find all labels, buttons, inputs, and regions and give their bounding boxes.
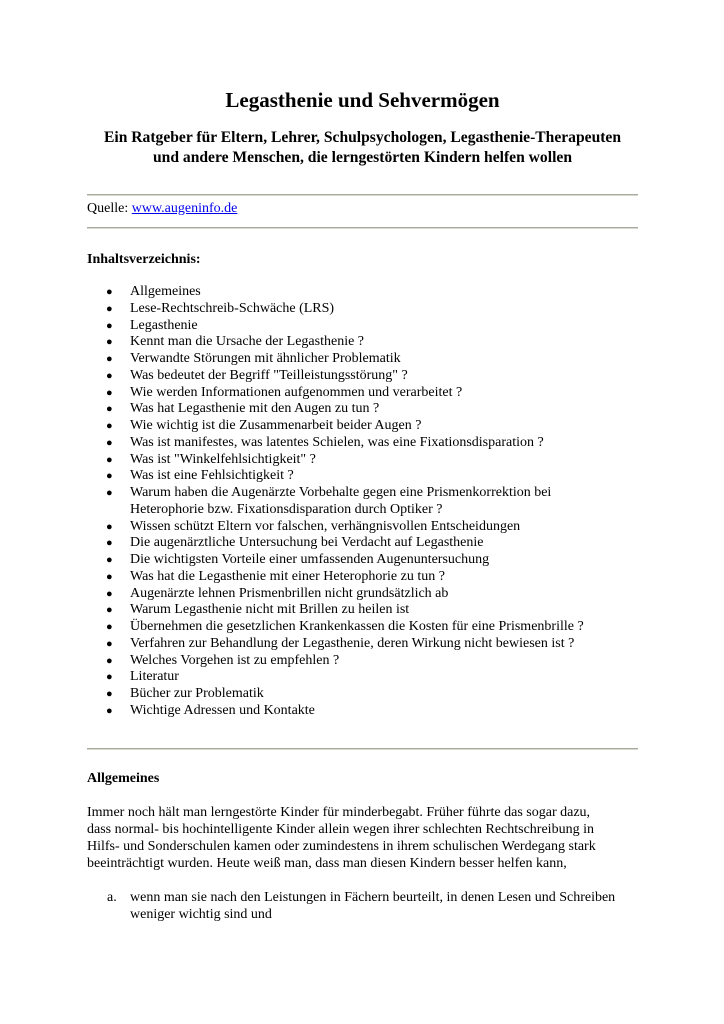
paragraph-line: dass normal- bis hochintelligente Kinder allein wegen ihrer schlechten Rechtschreibung in: [87, 822, 594, 837]
toc-item-label: Was hat Legasthenie mit den Augen zu tun ?: [130, 401, 380, 417]
bullet-icon: ●: [106, 520, 113, 533]
bullet-icon: ●: [106, 369, 113, 382]
bullet-icon: ●: [106, 554, 113, 566]
toc-item[interactable]: [87, 619, 638, 636]
toc-heading: Inhaltsverzeichnis:: [87, 252, 201, 267]
bullet-icon: ●: [106, 436, 113, 449]
bullet-icon: ●: [106, 319, 113, 332]
bullet-icon: ●: [106, 403, 113, 416]
toc-item-label: Verwandte Störungen mit ähnlicher Problematik: [130, 351, 401, 366]
toc-item[interactable]: [87, 301, 638, 318]
toc-item-label: Was ist eine Fehlsichtigkeit ?: [130, 468, 294, 484]
toc-item-label: Allgemeines: [130, 284, 201, 299]
toc-item[interactable]: [87, 284, 638, 301]
toc-item-label: Übernehmen die gesetzlichen Krankenkassen die Kosten für eine Prismenbrille ?: [130, 619, 584, 634]
source-label: Quelle:: [87, 201, 129, 216]
toc-item[interactable]: [87, 318, 638, 335]
toc-item-label: Was ist manifestes, was latentes Schielen, was eine Fixationsdisparation ?: [130, 434, 544, 450]
toc-item[interactable]: [87, 368, 638, 385]
bullet-icon: ●: [106, 688, 113, 700]
toc-item[interactable]: [87, 552, 638, 569]
toc-item[interactable]: [87, 535, 638, 552]
toc-item-label: Was hat die Legasthenie mit einer Heterophorie zu tun ?: [130, 568, 445, 584]
toc-item-label: Was ist "Winkelfehlsichtigkeit" ?: [130, 451, 316, 467]
toc-item-label: Lese-Rechtschreib-Schwäche (LRS): [130, 300, 335, 316]
section-heading: Allgemeines: [87, 771, 160, 786]
toc-list: [87, 284, 638, 720]
bullet-icon: ●: [106, 353, 113, 365]
subtitle-line-1: Ein Ratgeber für Eltern, Lehrer, Schulpsychologen, Legasthenie-Therapeuten: [103, 129, 622, 146]
toc-item[interactable]: [87, 452, 638, 469]
toc-item-label: Wichtige Adressen und Kontakte: [130, 702, 315, 718]
toc-item-label: Augenärzte lehnen Prismenbrillen nicht grundsätzlich ab: [130, 585, 449, 601]
paragraph-line: Hilfs- und Sonderschulen kamen oder zumindestens in ihrem schulischen Werdegang stark: [87, 839, 596, 854]
bullet-icon: ●: [106, 587, 113, 600]
toc-item[interactable]: [87, 602, 638, 619]
toc-item-label: Literatur: [130, 669, 179, 685]
bullet-icon: ●: [106, 286, 113, 298]
toc-item-label: Bücher zur Problematik: [130, 686, 264, 701]
subtitle-line-2: und andere Menschen, die lerngestörten Kindern helfen wollen: [152, 149, 572, 166]
bullet-icon: ●: [106, 621, 113, 633]
bullet-icon: ●: [106, 470, 113, 483]
toc-item[interactable]: [87, 385, 638, 402]
bullet-icon: ●: [106, 487, 113, 499]
source-line: [87, 200, 237, 218]
paragraph-line: beeinträchtigt wurden. Heute weiß man, dass man diesen Kindern besser helfen kann,: [87, 856, 567, 871]
document-title: Legasthenie und Sehvermögen: [225, 88, 500, 112]
toc-item-label: Welches Vorgehen ist zu empfehlen ?: [130, 652, 340, 668]
section-paragraph: [87, 804, 638, 872]
horizontal-rule-top: [87, 194, 638, 196]
bullet-icon: ●: [106, 453, 113, 466]
toc-item[interactable]: [87, 703, 638, 720]
toc-item[interactable]: [87, 418, 638, 435]
bullet-icon: ●: [106, 654, 113, 667]
toc-item[interactable]: [87, 435, 638, 452]
alpha-list-item: [87, 889, 638, 923]
toc-item[interactable]: [87, 351, 638, 368]
toc-item[interactable]: [87, 636, 638, 653]
bullet-icon: ●: [106, 570, 113, 583]
toc-item[interactable]: [87, 519, 638, 536]
list-marker: a.: [107, 890, 117, 905]
bullet-icon: ●: [106, 704, 113, 717]
toc-item-label: Wissen schützt Eltern vor falschen, verhängnisvollen Entscheidungen: [130, 518, 521, 534]
bullet-icon: ●: [106, 671, 113, 684]
toc-item-label: Heterophorie bzw. Fixationsdisparation durch Optiker ?: [130, 501, 443, 517]
toc-item[interactable]: [87, 669, 638, 686]
toc-item[interactable]: [87, 401, 638, 418]
toc-item-label: Verfahren zur Behandlung der Legasthenie, deren Wirkung nicht bewiesen ist ?: [130, 635, 575, 651]
toc-item[interactable]: [87, 686, 638, 703]
bullet-icon: ●: [106, 420, 113, 432]
toc-item-continuation[interactable]: [87, 502, 638, 519]
source-link[interactable]: www.augeninfo.de: [131, 201, 238, 216]
toc-item-label: Die wichtigsten Vorteile einer umfassenden Augenuntersuchung: [130, 552, 490, 567]
bullet-icon: ●: [106, 537, 113, 550]
list-item-line: weniger wichtig sind und: [130, 907, 272, 922]
bullet-icon: ●: [106, 302, 113, 315]
toc-item-label: Was bedeutet der Begriff "Teilleistungsstörung" ?: [130, 367, 408, 383]
toc-item-label: Kennt man die Ursache der Legasthenie ?: [130, 334, 365, 350]
bullet-icon: ●: [106, 386, 113, 399]
toc-item[interactable]: [87, 586, 638, 603]
list-item-line: wenn man sie nach den Leistungen in Fächern beurteilt, in denen Lesen und Schreiben: [130, 890, 616, 905]
toc-item-label: Wie wichtig ist die Zusammenarbeit beider Augen ?: [130, 418, 422, 433]
horizontal-rule-section: [87, 748, 638, 750]
paragraph-line: Immer noch hält man lerngestörte Kinder für minderbegabt. Früher führte das sogar dazu,: [87, 805, 591, 820]
toc-item[interactable]: [87, 334, 638, 351]
alpha-list: [87, 889, 638, 923]
bullet-icon: ●: [106, 336, 113, 349]
bullet-icon: ●: [106, 637, 113, 650]
toc-item[interactable]: [87, 468, 638, 485]
toc-item-label: Die augenärztliche Untersuchung bei Verdacht auf Legasthenie: [130, 535, 484, 551]
toc-item-label: Wie werden Informationen aufgenommen und verarbeitet ?: [130, 384, 463, 400]
horizontal-rule-source: [87, 227, 638, 229]
toc-item-label: Warum haben die Augenärzte Vorbehalte gegen eine Prismenkorrektion bei: [130, 485, 552, 500]
toc-item[interactable]: [87, 485, 638, 502]
document-subtitle: [87, 128, 638, 168]
toc-item-label: Legasthenie: [130, 317, 198, 333]
toc-item[interactable]: [87, 569, 638, 586]
toc-item-label: Warum Legasthenie nicht mit Brillen zu heilen ist: [130, 602, 410, 618]
bullet-icon: ●: [106, 604, 113, 617]
toc-item[interactable]: [87, 653, 638, 670]
